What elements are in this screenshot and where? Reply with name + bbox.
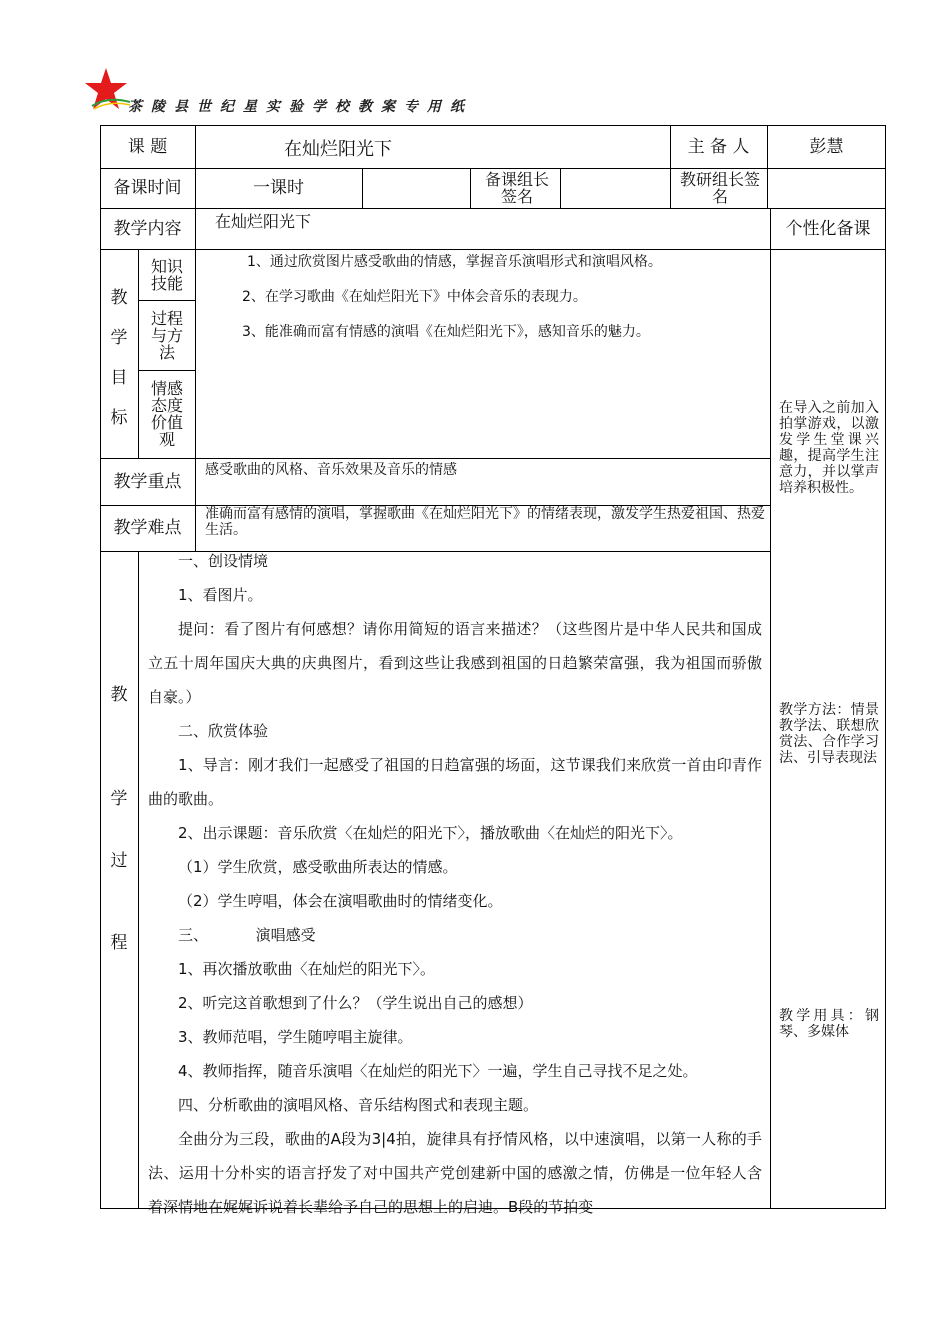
process-content xyxy=(148,544,762,1224)
goals-label-char: 教 xyxy=(110,288,128,308)
topic-value: 在灿烂阳光下 xyxy=(284,139,392,160)
process-line: 提问：看了图片有何感想？请你用简短的语言来描述？（这些图片是中华人民共和国成立五十周年国庆大典的庆典图片，看到这些让我感到祖国的日趋繁荣富强，我为祖国而骄傲自豪。） xyxy=(148,620,762,706)
goal-item: 1、通过欣赏图片感受歌曲的情感，掌握音乐演唱形式和演唱风格。 xyxy=(247,254,662,270)
goal-sublabel-emotion: 情感态度价值观 xyxy=(150,379,183,449)
process-label-char: 教 xyxy=(110,685,128,705)
process-line: 1、看图片。 xyxy=(178,586,263,604)
goal-sublabel-knowledge: 知识技能 xyxy=(150,257,183,293)
goal-sublabel-process: 过程与方法 xyxy=(150,308,183,362)
process-line: 1、导言：刚才我们一起感受了祖国的日趋富强的场面，这节课我们来欣赏一首由印青作曲的歌曲。 xyxy=(148,756,762,808)
content-label: 教学内容 xyxy=(113,218,182,239)
note-warmup: 在导入之前加入拍掌游戏，以激发学生堂课兴趣，提高学生注意力，并以掌声培养积极性。 xyxy=(779,400,879,496)
process-label-char: 学 xyxy=(110,789,128,809)
school-title: 茶陵县世纪星实验学校教案专用纸 xyxy=(128,99,473,115)
difficulties-label: 教学难点 xyxy=(113,518,182,538)
key-points-label: 教学重点 xyxy=(113,471,182,492)
process-line: 三、 演唱感受 xyxy=(178,926,316,944)
prep-time-value: 一课时 xyxy=(253,178,304,198)
topic-label: 课 题 xyxy=(127,136,168,157)
key-points-value: 感受歌曲的风格、音乐效果及音乐的情感 xyxy=(205,462,457,478)
goal-item: 3、能准确而富有情感的演唱《在灿烂阳光下》，感知音乐的魅力。 xyxy=(242,324,650,340)
difficulties-value: 准确而富有感情的演唱，掌握歌曲《在灿烂阳光下》的情绪表现，激发学生热爱祖国、热爱生活。 xyxy=(205,506,765,538)
process-label-char: 过 xyxy=(110,851,128,871)
process-line: 4、教师指挥，随音乐演唱〈在灿烂的阳光下〉一遍，学生自己寻找不足之处。 xyxy=(178,1062,698,1080)
process-line: 1、再次播放歌曲〈在灿烂的阳光下〉。 xyxy=(178,960,436,978)
goals-label-char: 学 xyxy=(110,328,128,348)
process-line: （2）学生哼唱，体会在演唱歌曲时的情绪变化。 xyxy=(178,892,503,910)
goals-label-char: 目 xyxy=(110,368,128,388)
note-methods: 教学方法：情景教学法、联想欣赏法、合作学习法、引导表现法 xyxy=(779,702,879,766)
prep-time-label: 备课时间 xyxy=(113,178,182,198)
process-label-char: 程 xyxy=(110,933,128,953)
process-line: 全曲分为三段，歌曲的A段为3|4拍，旋律具有抒情风格，以中速演唱，以第一人称的手法、运用十分朴实的语言抒发了对中国共产党创建新中国的感激之情，仿佛是一位年轻人含着深情地在娓娓诉说着长辈给予自己的思想上的启迪。B段的节拍变 xyxy=(148,1130,762,1216)
process-line: （1）学生欣赏，感受歌曲所表达的情感。 xyxy=(178,858,458,876)
goals-label-char: 标 xyxy=(110,408,128,428)
process-line: 3、教师范唱，学生随哼唱主旋律。 xyxy=(178,1028,413,1046)
research-leader-sign-label: 教研组长签名 xyxy=(680,170,761,206)
process-line: 二、欣赏体验 xyxy=(178,722,269,740)
star-logo-icon xyxy=(84,66,134,116)
personal-prep-label: 个性化备课 xyxy=(785,218,871,239)
group-leader-sign-label: 备课组长签名 xyxy=(484,170,549,206)
process-line: 一、创设情境 xyxy=(178,552,269,570)
note-tools: 教学用具：钢琴、多媒体 xyxy=(779,1008,879,1040)
content-value: 在灿烂阳光下 xyxy=(215,212,312,231)
preparer-value: 彭慧 xyxy=(809,136,844,157)
process-line: 2、出示课题：音乐欣赏〈在灿烂的阳光下〉，播放歌曲〈在灿烂的阳光下〉。 xyxy=(178,824,683,842)
process-line: 四、分析歌曲的演唱风格、音乐结构图式和表现主题。 xyxy=(178,1096,539,1114)
preparer-label: 主 备 人 xyxy=(687,136,750,157)
goal-item: 2、在学习歌曲《在灿烂阳光下》中体会音乐的表现力。 xyxy=(242,289,587,305)
process-line: 2、听完这首歌想到了什么？（学生说出自己的感想） xyxy=(178,994,533,1012)
